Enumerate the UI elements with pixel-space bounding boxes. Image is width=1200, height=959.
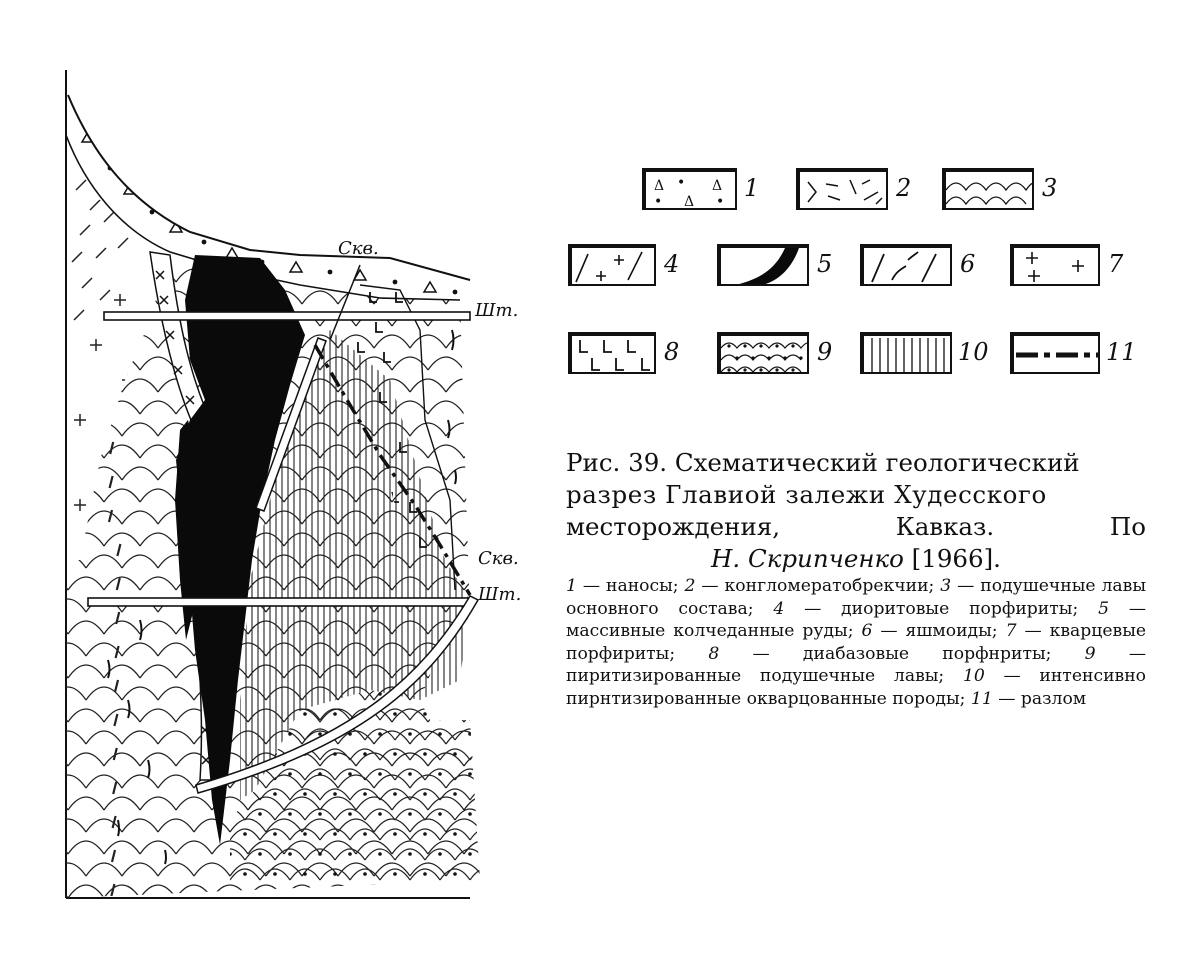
- legend-text-desc: — диабазовые порфнриты;: [752, 643, 1052, 664]
- borehole-upper-collar: [330, 265, 360, 340]
- caption-line-3a: месторождения,: [566, 512, 781, 541]
- legend-swatch-conglomerate: [796, 168, 888, 210]
- diabase-zone: [358, 292, 427, 562]
- svg-text:Δ: Δ: [684, 194, 695, 210]
- legend-num: 3: [1042, 174, 1058, 202]
- label-adit-lower: Шт.: [478, 584, 522, 605]
- ground-surface: [68, 95, 470, 280]
- legend-swatch-pyritized-lava: [717, 332, 809, 374]
- legend-text-num: 2: [684, 576, 696, 596]
- legend-swatch-massive-ore: [717, 244, 809, 286]
- caption-line-3b: Кавказ.: [895, 512, 995, 541]
- legend-text-num: 1: [566, 576, 577, 596]
- legend-num: 6: [960, 250, 976, 278]
- legend-num: 9: [817, 338, 833, 366]
- svg-text:•: •: [716, 194, 725, 210]
- caption-year: [1966].: [911, 544, 1001, 573]
- legend-text-num: 11: [970, 688, 993, 709]
- legend-swatch-alluvium: [642, 168, 737, 210]
- legend-text-desc: — яшмоиды;: [880, 621, 998, 641]
- fault-line: [315, 345, 470, 595]
- legend-num: 8: [664, 338, 680, 366]
- adit-lower: [88, 598, 470, 606]
- legend-text-desc: — подушечные лавы основного состава;: [566, 576, 1147, 619]
- legend-num: 5: [817, 250, 833, 278]
- caption-line-2: разрез Главиой залежи Худесского: [566, 480, 1047, 509]
- legend-text-desc: — диоритовые порфириты;: [804, 598, 1079, 619]
- svg-text:Δ: Δ: [654, 178, 665, 194]
- legend-swatch-jasperoid: [860, 244, 952, 286]
- legend-text-desc: — массивные колчеданные руды;: [566, 598, 1146, 641]
- quartz-porphyrite-zone: [68, 180, 134, 591]
- legend-swatch-diabase: [568, 332, 656, 374]
- legend-num: 1: [744, 174, 760, 202]
- legend: [560, 160, 1160, 390]
- legend-text-num: 3: [940, 576, 952, 596]
- legend-text-desc: — кварцевые порфириты;: [566, 621, 1147, 664]
- caption-line-4: [566, 543, 1146, 575]
- legend-swatch-quartz-porphyrite: [1010, 244, 1100, 286]
- svg-text:•: •: [677, 175, 686, 191]
- label-borehole-upper: Скв.: [338, 238, 379, 259]
- legend-text-desc: — интенсивно пирнтизированные окварцованные породы;: [566, 666, 1147, 709]
- legend-text-num: 5: [1098, 598, 1109, 619]
- caption-line-3c: По: [1109, 512, 1146, 541]
- legend-text-num: 6: [861, 621, 873, 641]
- legend-num: 11: [1106, 338, 1137, 366]
- legend-text-num: 4: [773, 598, 785, 619]
- caption-line-1: Рис. 39. Схематический геологический: [566, 448, 1080, 477]
- label-adit-upper: Шт.: [475, 300, 519, 321]
- legend-num: 10: [958, 338, 989, 366]
- svg-text:Δ: Δ: [712, 178, 723, 194]
- legend-swatch-diorite: [568, 244, 656, 286]
- legend-text-num: 8: [708, 643, 720, 664]
- svg-text:•: •: [654, 194, 663, 210]
- legend-num: 4: [664, 250, 680, 278]
- legend-swatch-pillow-lava: [942, 168, 1034, 210]
- legend-description: [566, 575, 1146, 710]
- adit-upper: [104, 312, 470, 320]
- figure-caption: [566, 447, 1146, 575]
- legend-swatch-silicified: [860, 332, 952, 374]
- caption-line-3: [566, 511, 1146, 543]
- legend-num: 2: [896, 174, 912, 202]
- alluvium-band: [82, 132, 457, 294]
- legend-swatch-fault: [1010, 332, 1100, 374]
- caption-author: Н. Скрипченко: [711, 544, 904, 573]
- legend-text-desc: — разлом: [998, 688, 1087, 709]
- legend-text-num: 10: [962, 666, 985, 686]
- legend-text-desc: — пиритизированные подушечные лавы;: [566, 643, 1146, 686]
- legend-text-num: 9: [1084, 643, 1096, 664]
- legend-text-num: 7: [1005, 621, 1017, 641]
- label-borehole-lower: Скв.: [478, 548, 519, 569]
- legend-text-desc: — наносы;: [582, 576, 679, 596]
- legend-text-desc: — конгломератобрекчии;: [701, 576, 935, 596]
- legend-num: 7: [1108, 250, 1124, 278]
